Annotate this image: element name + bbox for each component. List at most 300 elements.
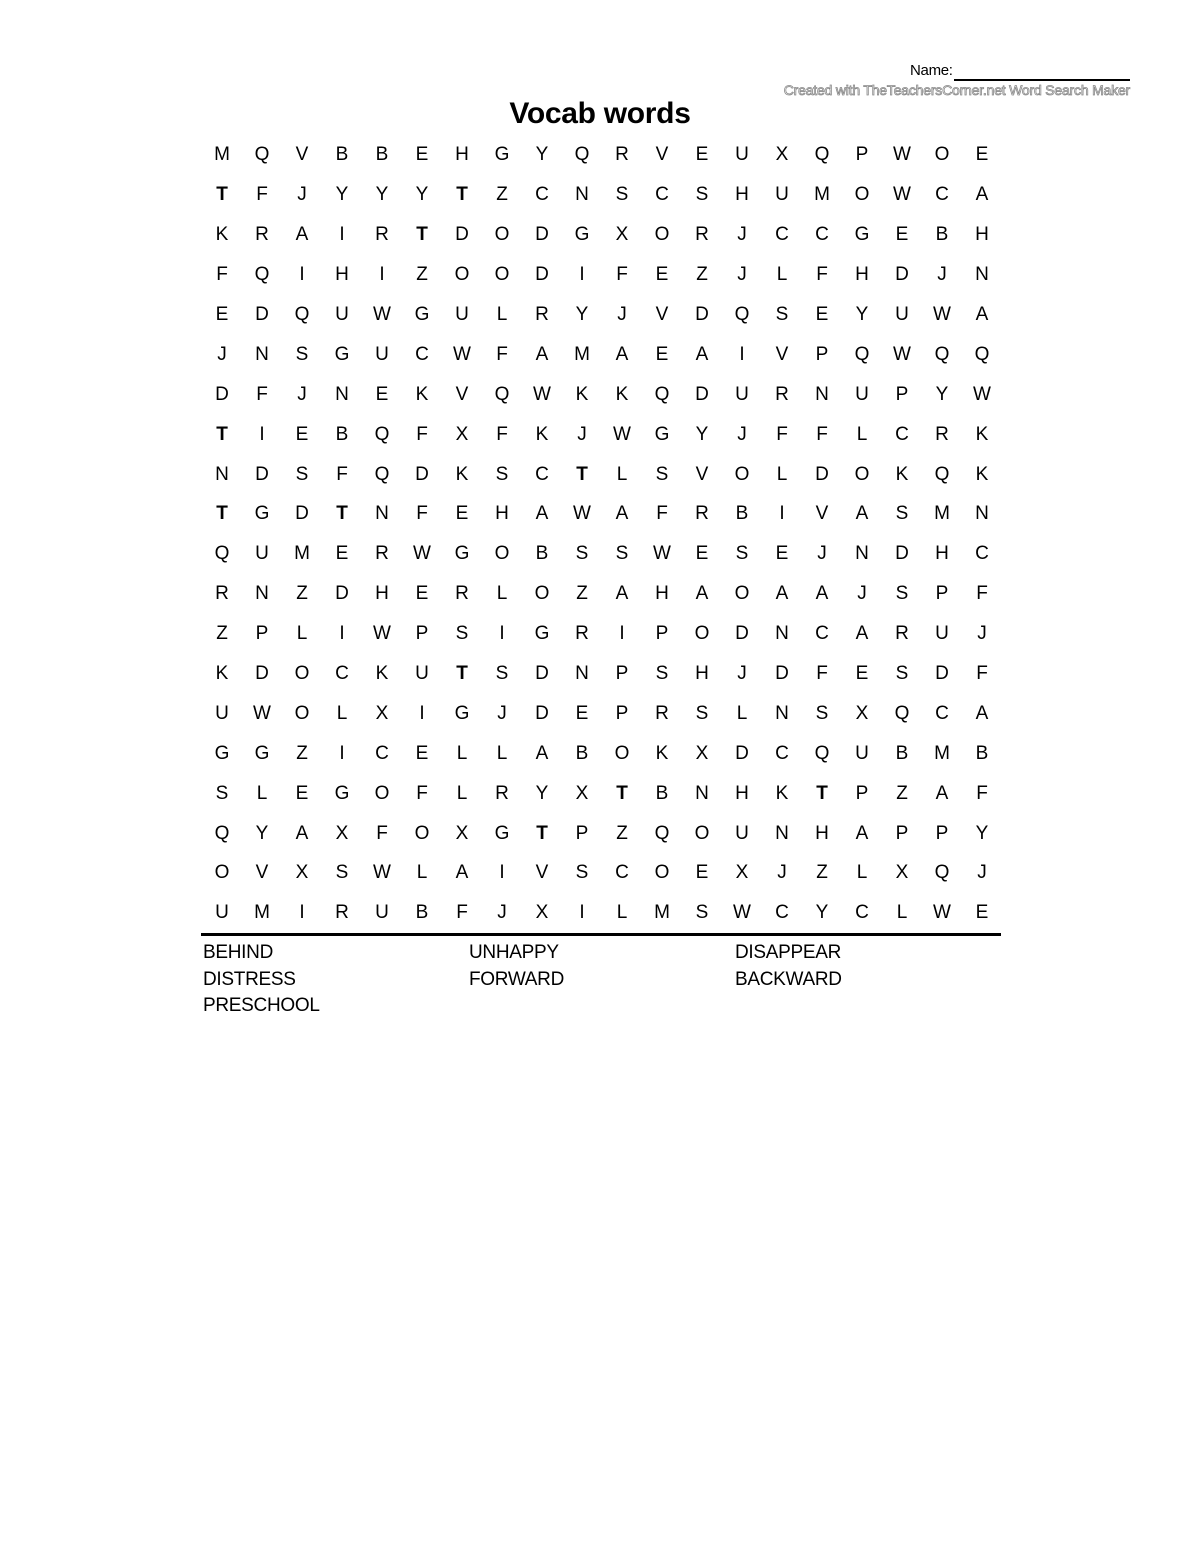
grid-letter[interactable]: Q (494, 383, 510, 405)
grid-letter[interactable]: L (496, 583, 508, 605)
grid-letter[interactable]: D (895, 264, 909, 286)
grid-letter[interactable]: H (735, 782, 749, 804)
grid-letter[interactable]: A (615, 583, 629, 605)
grid-letter[interactable]: V (815, 503, 829, 525)
grid-letter[interactable]: O (934, 144, 950, 166)
grid-letter[interactable]: B (975, 742, 989, 764)
grid-letter[interactable]: E (655, 264, 669, 286)
grid-letter[interactable]: P (615, 663, 629, 685)
grid-letter[interactable]: E (215, 304, 229, 325)
grid-letter[interactable]: K (615, 383, 629, 405)
grid-letter[interactable]: D (735, 623, 749, 645)
grid-letter[interactable]: L (336, 702, 348, 724)
grid-letter[interactable]: E (975, 144, 989, 166)
grid-letter[interactable]: U (375, 902, 389, 924)
grid-letter[interactable]: N (855, 543, 869, 565)
grid-letter[interactable]: N (975, 503, 989, 525)
grid-letter[interactable]: B (575, 742, 589, 764)
grid-letter[interactable]: W (373, 623, 391, 645)
grid-letter[interactable]: S (895, 503, 909, 525)
grid-letter[interactable]: G (534, 623, 550, 645)
grid-letter[interactable]: Y (335, 184, 349, 206)
grid-letter[interactable]: I (579, 264, 585, 286)
grid-letter[interactable]: R (375, 543, 389, 565)
grid-letter[interactable]: A (535, 343, 549, 365)
grid-letter[interactable]: J (297, 184, 307, 206)
grid-letter[interactable]: P (855, 782, 869, 804)
grid-letter[interactable]: M (814, 184, 830, 206)
grid-letter[interactable]: F (216, 264, 228, 286)
grid-letter[interactable]: F (336, 463, 348, 485)
grid-letter[interactable]: S (575, 543, 589, 565)
grid-letter[interactable]: K (975, 423, 989, 445)
grid-letter[interactable]: P (895, 383, 909, 405)
grid-letter[interactable]: V (295, 144, 309, 166)
grid-letter[interactable]: P (935, 822, 949, 844)
grid-letter[interactable]: F (256, 383, 268, 405)
grid-letter[interactable]: Z (576, 583, 588, 605)
grid-letter[interactable]: J (297, 383, 307, 405)
grid-letter[interactable]: B (895, 742, 909, 764)
grid-letter[interactable]: Q (814, 144, 830, 166)
grid-letter[interactable]: L (776, 264, 788, 286)
grid-letter[interactable]: X (735, 862, 749, 884)
grid-letter[interactable]: H (735, 184, 749, 206)
grid-letter[interactable]: W (613, 423, 631, 445)
grid-letter[interactable]: I (299, 264, 305, 286)
name-field[interactable] (880, 60, 1132, 84)
grid-letter[interactable]: D (535, 663, 549, 685)
grid-letter[interactable]: K (415, 383, 429, 405)
grid-letter[interactable]: F (976, 782, 988, 804)
grid-letter[interactable]: E (455, 503, 469, 525)
grid-letter[interactable]: A (855, 503, 869, 525)
grid-letter[interactable]: L (856, 862, 868, 884)
grid-letter[interactable]: U (735, 383, 749, 405)
grid-letter[interactable]: X (535, 902, 549, 924)
grid-letter[interactable]: W (653, 543, 671, 565)
grid-letter[interactable]: U (415, 663, 429, 685)
grid-letter[interactable]: G (334, 343, 350, 365)
grid-letter[interactable]: J (737, 224, 747, 246)
grid-letter[interactable]: A (615, 343, 629, 365)
grid-letter[interactable]: L (736, 702, 748, 724)
grid-letter[interactable]: Q (934, 862, 950, 884)
grid-letter[interactable]: F (376, 822, 388, 844)
grid-letter[interactable]: H (655, 583, 669, 605)
grid-letter[interactable]: Z (416, 264, 428, 286)
grid-letter[interactable]: G (854, 224, 870, 246)
grid-letter[interactable]: S (455, 623, 469, 645)
grid-letter[interactable]: T (536, 822, 548, 844)
grid-letter[interactable]: I (579, 902, 585, 924)
grid-letter[interactable]: Z (896, 782, 908, 804)
grid-letter[interactable]: D (535, 702, 549, 724)
grid-letter[interactable]: V (655, 304, 669, 325)
grid-letter[interactable]: M (654, 902, 670, 924)
grid-letter[interactable]: T (816, 782, 828, 804)
grid-letter[interactable]: V (655, 144, 669, 166)
grid-letter[interactable]: I (419, 702, 425, 724)
grid-letter[interactable]: L (616, 902, 628, 924)
grid-letter[interactable]: J (977, 862, 987, 884)
grid-letter[interactable]: G (574, 224, 590, 246)
grid-letter[interactable]: A (855, 822, 869, 844)
grid-letter[interactable]: A (535, 742, 549, 764)
grid-letter[interactable]: B (735, 503, 749, 525)
grid-letter[interactable]: A (935, 782, 949, 804)
grid-letter[interactable]: U (855, 383, 869, 405)
grid-letter[interactable]: J (817, 543, 827, 565)
grid-letter[interactable]: D (535, 264, 549, 286)
grid-letter[interactable]: Q (854, 343, 870, 365)
grid-letter[interactable]: A (455, 862, 469, 884)
grid-letter[interactable]: T (416, 224, 428, 246)
grid-letter[interactable]: S (495, 463, 509, 485)
grid-letter[interactable]: P (935, 583, 949, 605)
grid-letter[interactable]: W (973, 383, 991, 405)
grid-letter[interactable]: D (895, 543, 909, 565)
grid-letter[interactable]: U (935, 623, 949, 645)
grid-letter[interactable]: O (294, 663, 310, 685)
grid-letter[interactable]: Y (815, 902, 829, 924)
grid-letter[interactable]: M (254, 902, 270, 924)
grid-letter[interactable]: V (695, 463, 709, 485)
grid-letter[interactable]: D (215, 383, 229, 405)
grid-letter[interactable]: I (499, 862, 505, 884)
grid-letter[interactable]: U (335, 304, 349, 325)
grid-letter[interactable]: H (975, 224, 989, 246)
grid-letter[interactable]: S (495, 663, 509, 685)
grid-letter[interactable]: F (416, 782, 428, 804)
grid-letter[interactable]: R (215, 583, 229, 605)
grid-letter[interactable]: R (695, 503, 709, 525)
grid-letter[interactable]: X (455, 423, 469, 445)
grid-letter[interactable]: O (494, 264, 510, 286)
grid-letter[interactable]: O (534, 583, 550, 605)
grid-letter[interactable]: N (575, 184, 589, 206)
grid-letter[interactable]: X (895, 862, 909, 884)
grid-letter[interactable]: F (816, 663, 828, 685)
grid-letter[interactable]: S (735, 543, 749, 565)
grid-letter[interactable]: I (339, 623, 345, 645)
grid-letter[interactable]: R (775, 383, 789, 405)
grid-letter[interactable]: X (375, 702, 389, 724)
grid-letter[interactable]: A (975, 184, 989, 206)
grid-letter[interactable]: I (259, 423, 265, 445)
grid-letter[interactable]: X (335, 822, 349, 844)
grid-letter[interactable]: Y (575, 304, 589, 325)
grid-letter[interactable]: G (494, 144, 510, 166)
grid-letter[interactable]: X (615, 224, 629, 246)
grid-letter[interactable]: U (375, 343, 389, 365)
grid-letter[interactable]: E (855, 663, 869, 685)
grid-letter[interactable]: N (375, 503, 389, 525)
grid-letter[interactable]: Y (695, 423, 709, 445)
grid-letter[interactable]: G (254, 742, 270, 764)
grid-letter[interactable]: G (494, 822, 510, 844)
grid-letter[interactable]: F (416, 423, 428, 445)
grid-letter[interactable]: W (373, 304, 391, 325)
grid-letter[interactable]: D (815, 463, 829, 485)
grid-letter[interactable]: B (415, 902, 429, 924)
grid-letter[interactable]: D (735, 742, 749, 764)
grid-letter[interactable]: W (893, 144, 911, 166)
grid-letter[interactable]: P (655, 623, 669, 645)
grid-letter[interactable]: L (856, 423, 868, 445)
grid-letter[interactable]: A (295, 224, 309, 246)
grid-letter[interactable]: O (614, 742, 630, 764)
grid-letter[interactable]: K (455, 463, 469, 485)
name-line[interactable] (954, 79, 1130, 81)
grid-letter[interactable]: G (254, 503, 270, 525)
grid-letter[interactable]: F (816, 264, 828, 286)
grid-letter[interactable]: E (655, 343, 669, 365)
grid-letter[interactable]: S (615, 543, 629, 565)
grid-letter[interactable]: H (855, 264, 869, 286)
grid-letter[interactable]: M (294, 543, 310, 565)
grid-letter[interactable]: R (535, 304, 549, 325)
grid-letter[interactable]: W (573, 503, 591, 525)
grid-letter[interactable]: Z (696, 264, 708, 286)
grid-letter[interactable]: H (375, 583, 389, 605)
grid-letter[interactable]: R (575, 623, 589, 645)
grid-letter[interactable]: O (694, 623, 710, 645)
grid-letter[interactable]: E (815, 304, 829, 325)
grid-letter[interactable]: I (339, 224, 345, 246)
grid-letter[interactable]: N (775, 702, 789, 724)
grid-letter[interactable]: F (416, 503, 428, 525)
grid-letter[interactable]: F (976, 583, 988, 605)
grid-letter[interactable]: C (615, 862, 629, 884)
grid-letter[interactable]: N (255, 343, 269, 365)
grid-letter[interactable]: L (256, 782, 268, 804)
grid-letter[interactable]: W (933, 902, 951, 924)
grid-letter[interactable]: U (735, 144, 749, 166)
grid-letter[interactable]: X (775, 144, 789, 166)
grid-letter[interactable]: L (896, 902, 908, 924)
grid-letter[interactable]: P (415, 623, 429, 645)
grid-letter[interactable]: R (495, 782, 509, 804)
grid-letter[interactable]: R (615, 144, 629, 166)
grid-letter[interactable]: C (655, 184, 669, 206)
grid-letter[interactable]: Q (574, 144, 590, 166)
grid-letter[interactable]: H (495, 503, 509, 525)
grid-letter[interactable]: R (655, 702, 669, 724)
grid-letter[interactable]: Y (535, 782, 549, 804)
grid-letter[interactable]: C (335, 663, 349, 685)
grid-letter[interactable]: Z (496, 184, 508, 206)
grid-letter[interactable]: T (456, 184, 468, 206)
grid-letter[interactable]: S (695, 902, 709, 924)
grid-letter[interactable]: J (857, 583, 867, 605)
grid-letter[interactable]: S (615, 184, 629, 206)
grid-letter[interactable]: X (575, 782, 589, 804)
grid-letter[interactable]: U (215, 702, 229, 724)
grid-letter[interactable]: I (739, 343, 745, 365)
grid-letter[interactable]: R (455, 583, 469, 605)
grid-letter[interactable]: N (575, 663, 589, 685)
grid-letter[interactable]: C (815, 623, 829, 645)
grid-letter[interactable]: F (496, 343, 508, 365)
grid-letter[interactable]: U (735, 822, 749, 844)
grid-letter[interactable]: X (295, 862, 309, 884)
grid-letter[interactable]: S (295, 343, 309, 365)
grid-letter[interactable]: Q (214, 822, 230, 844)
grid-letter[interactable]: H (935, 543, 949, 565)
grid-letter[interactable]: A (615, 503, 629, 525)
grid-letter[interactable]: H (815, 822, 829, 844)
grid-letter[interactable]: E (695, 543, 709, 565)
grid-letter[interactable]: D (935, 663, 949, 685)
grid-letter[interactable]: L (296, 623, 308, 645)
grid-letter[interactable]: E (975, 902, 989, 924)
grid-letter[interactable]: O (654, 224, 670, 246)
grid-letter[interactable]: I (779, 503, 785, 525)
grid-letter[interactable]: B (935, 224, 949, 246)
grid-letter[interactable]: E (415, 144, 429, 166)
grid-letter[interactable]: M (574, 343, 590, 365)
grid-letter[interactable]: L (456, 782, 468, 804)
grid-letter[interactable]: F (496, 423, 508, 445)
grid-letter[interactable]: V (535, 862, 549, 884)
grid-letter[interactable]: E (575, 702, 589, 724)
grid-letter[interactable]: Q (654, 822, 670, 844)
grid-letter[interactable]: U (215, 902, 229, 924)
grid-letter[interactable]: F (976, 663, 988, 685)
grid-letter[interactable]: D (695, 304, 709, 325)
grid-letter[interactable]: W (733, 902, 751, 924)
grid-letter[interactable]: C (775, 742, 789, 764)
grid-letter[interactable]: U (855, 742, 869, 764)
grid-letter[interactable]: N (815, 383, 829, 405)
grid-letter[interactable]: Q (934, 343, 950, 365)
grid-letter[interactable]: E (375, 383, 389, 405)
grid-letter[interactable]: K (215, 224, 229, 246)
grid-letter[interactable]: S (575, 862, 589, 884)
grid-letter[interactable]: O (734, 583, 750, 605)
grid-letter[interactable]: U (775, 184, 789, 206)
grid-letter[interactable]: G (454, 702, 470, 724)
grid-letter[interactable]: Y (975, 822, 989, 844)
grid-letter[interactable]: N (775, 623, 789, 645)
grid-letter[interactable]: Z (816, 862, 828, 884)
grid-letter[interactable]: D (255, 663, 269, 685)
grid-letter[interactable]: G (334, 782, 350, 804)
grid-letter[interactable]: D (775, 663, 789, 685)
grid-letter[interactable]: N (215, 463, 229, 485)
grid-letter[interactable]: E (335, 543, 349, 565)
grid-letter[interactable]: S (655, 463, 669, 485)
grid-letter[interactable]: T (616, 782, 628, 804)
grid-letter[interactable]: J (737, 264, 747, 286)
grid-letter[interactable]: O (494, 224, 510, 246)
grid-letter[interactable]: Z (296, 583, 308, 605)
grid-letter[interactable]: S (295, 463, 309, 485)
grid-letter[interactable]: F (256, 184, 268, 206)
grid-letter[interactable]: E (415, 583, 429, 605)
grid-letter[interactable]: A (695, 343, 709, 365)
grid-letter[interactable]: Q (934, 463, 950, 485)
grid-letter[interactable]: T (216, 184, 228, 206)
grid-letter[interactable]: K (375, 663, 389, 685)
grid-letter[interactable]: W (413, 543, 431, 565)
grid-letter[interactable]: Q (254, 264, 270, 286)
grid-letter[interactable]: P (575, 822, 589, 844)
grid-letter[interactable]: Y (935, 383, 949, 405)
grid-letter[interactable]: B (335, 144, 349, 166)
grid-letter[interactable]: O (854, 463, 870, 485)
grid-letter[interactable]: A (975, 702, 989, 724)
grid-letter[interactable]: I (379, 264, 385, 286)
grid-letter[interactable]: Q (814, 742, 830, 764)
grid-letter[interactable]: A (295, 822, 309, 844)
grid-letter[interactable]: J (977, 623, 987, 645)
grid-letter[interactable]: T (336, 503, 348, 525)
grid-letter[interactable]: M (214, 144, 230, 166)
grid-letter[interactable]: C (415, 343, 429, 365)
grid-letter[interactable]: B (335, 423, 349, 445)
grid-letter[interactable]: R (375, 224, 389, 246)
grid-letter[interactable]: L (496, 742, 508, 764)
grid-letter[interactable]: W (373, 862, 391, 884)
grid-letter[interactable]: X (455, 822, 469, 844)
grid-letter[interactable]: A (695, 583, 709, 605)
grid-letter[interactable]: R (695, 224, 709, 246)
grid-letter[interactable]: V (775, 343, 789, 365)
grid-letter[interactable]: P (855, 144, 869, 166)
grid-letter[interactable]: K (975, 463, 989, 485)
grid-letter[interactable]: A (775, 583, 789, 605)
grid-letter[interactable]: J (617, 304, 627, 325)
grid-letter[interactable]: O (454, 264, 470, 286)
grid-letter[interactable]: E (695, 144, 709, 166)
grid-letter[interactable]: Y (375, 184, 389, 206)
grid-letter[interactable]: E (695, 862, 709, 884)
grid-letter[interactable]: N (975, 264, 989, 286)
grid-letter[interactable]: V (455, 383, 469, 405)
grid-letter[interactable]: B (375, 144, 389, 166)
grid-letter[interactable]: A (815, 583, 829, 605)
grid-letter[interactable]: Q (734, 304, 750, 325)
grid-letter[interactable]: U (895, 304, 909, 325)
grid-letter[interactable]: B (655, 782, 669, 804)
grid-letter[interactable]: D (255, 463, 269, 485)
grid-letter[interactable]: W (453, 343, 471, 365)
grid-letter[interactable]: D (455, 224, 469, 246)
grid-letter[interactable]: L (496, 304, 508, 325)
grid-letter[interactable]: D (695, 383, 709, 405)
grid-letter[interactable]: R (255, 224, 269, 246)
grid-letter[interactable]: F (616, 264, 628, 286)
grid-letter[interactable]: E (775, 543, 789, 565)
grid-letter[interactable]: T (216, 503, 228, 525)
grid-letter[interactable]: L (616, 463, 628, 485)
grid-letter[interactable]: T (216, 423, 228, 445)
grid-letter[interactable]: S (335, 862, 349, 884)
grid-letter[interactable]: E (895, 224, 909, 246)
grid-letter[interactable]: G (414, 304, 430, 325)
grid-letter[interactable]: R (935, 423, 949, 445)
grid-letter[interactable]: Q (374, 423, 390, 445)
grid-letter[interactable]: A (855, 623, 869, 645)
grid-letter[interactable]: R (895, 623, 909, 645)
grid-letter[interactable]: P (255, 623, 269, 645)
grid-letter[interactable]: T (456, 663, 468, 685)
grid-letter[interactable]: H (335, 264, 349, 286)
grid-letter[interactable]: S (895, 583, 909, 605)
grid-letter[interactable]: G (454, 543, 470, 565)
